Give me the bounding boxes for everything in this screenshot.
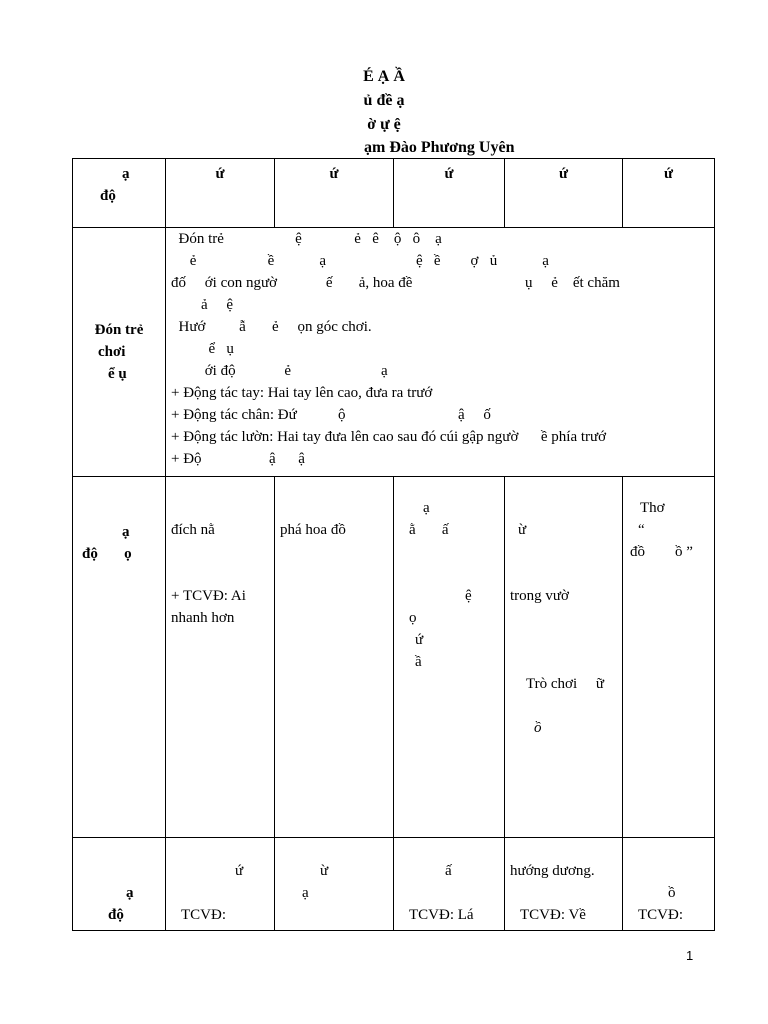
header-day-4: ứ <box>505 159 623 228</box>
doc-title-line2: ủ đề ạ <box>363 92 405 109</box>
doc-title-line1: É Ạ Ầ <box>363 68 405 85</box>
schedule-table <box>72 158 714 931</box>
header-activity-cell: ạ độ <box>73 159 166 228</box>
header-day-1: ứ <box>166 159 275 228</box>
table-header-row <box>73 159 715 228</box>
hdh-day-3: ạ ằ ấ ệ ọ ứ ầ <box>394 477 505 838</box>
table-row-hoat-dong-hoc <box>73 477 715 838</box>
doc-title-line3: ờ ự ệ <box>367 116 401 133</box>
last-day-3: ấ TCVĐ: Lá <box>394 838 505 931</box>
hdh-day-4: ừ trong vườ Trò chơi ữ ồ <box>505 477 623 838</box>
row-label-hoat-dong-hoc: ạ độ ọ <box>73 477 166 838</box>
header-day-2: ứ <box>275 159 394 228</box>
last-day-1: ứ TCVĐ: <box>166 838 275 931</box>
last-day-2: ừ ạ <box>275 838 394 931</box>
don-tre-content: Đón trẻ ệ ẻ ê ộ ô ạ ẻ ề ạ ệ ề ợ ủ ạ đố ới con ngườ ế ả, hoa đề ụ ẻ ết chăm ả ệ Hướ ẫ ẻ ọn góc chơi. ể ụ ới độ ẻ ạ + Động tác tay: Hai tay lên cao, đưa ra trướ + Động tác chân: Đứ ộ ậ ố + Động tác lườn: Hai tay đưa lên cao sau đó cúi gập ngườ ề phía trướ + Độ ậ ậ <box>166 228 715 477</box>
hdh-day-2: phá hoa đồ <box>275 477 394 838</box>
row-label-don-tre: Đón trẻ chơi ể ụ <box>73 228 166 477</box>
row-label-last: ạ độ <box>73 838 166 931</box>
header-day-5: ứ <box>623 159 715 228</box>
table-row-last <box>73 838 715 931</box>
last-day-4: hướng dương. TCVĐ: Về <box>505 838 623 931</box>
hdh-day-1: đích nằ + TCVĐ: Ai nhanh hơn <box>166 477 275 838</box>
doc-title-teacher: ạm Đào Phương Uyên <box>364 139 515 156</box>
table-row-don-tre <box>73 228 715 477</box>
header-day-3: ứ <box>394 159 505 228</box>
hdh-day-5: Thơ “ đồ ồ ” <box>623 477 715 838</box>
page-number: 1 <box>686 948 694 963</box>
last-day-5: ồ TCVĐ: <box>623 838 715 931</box>
